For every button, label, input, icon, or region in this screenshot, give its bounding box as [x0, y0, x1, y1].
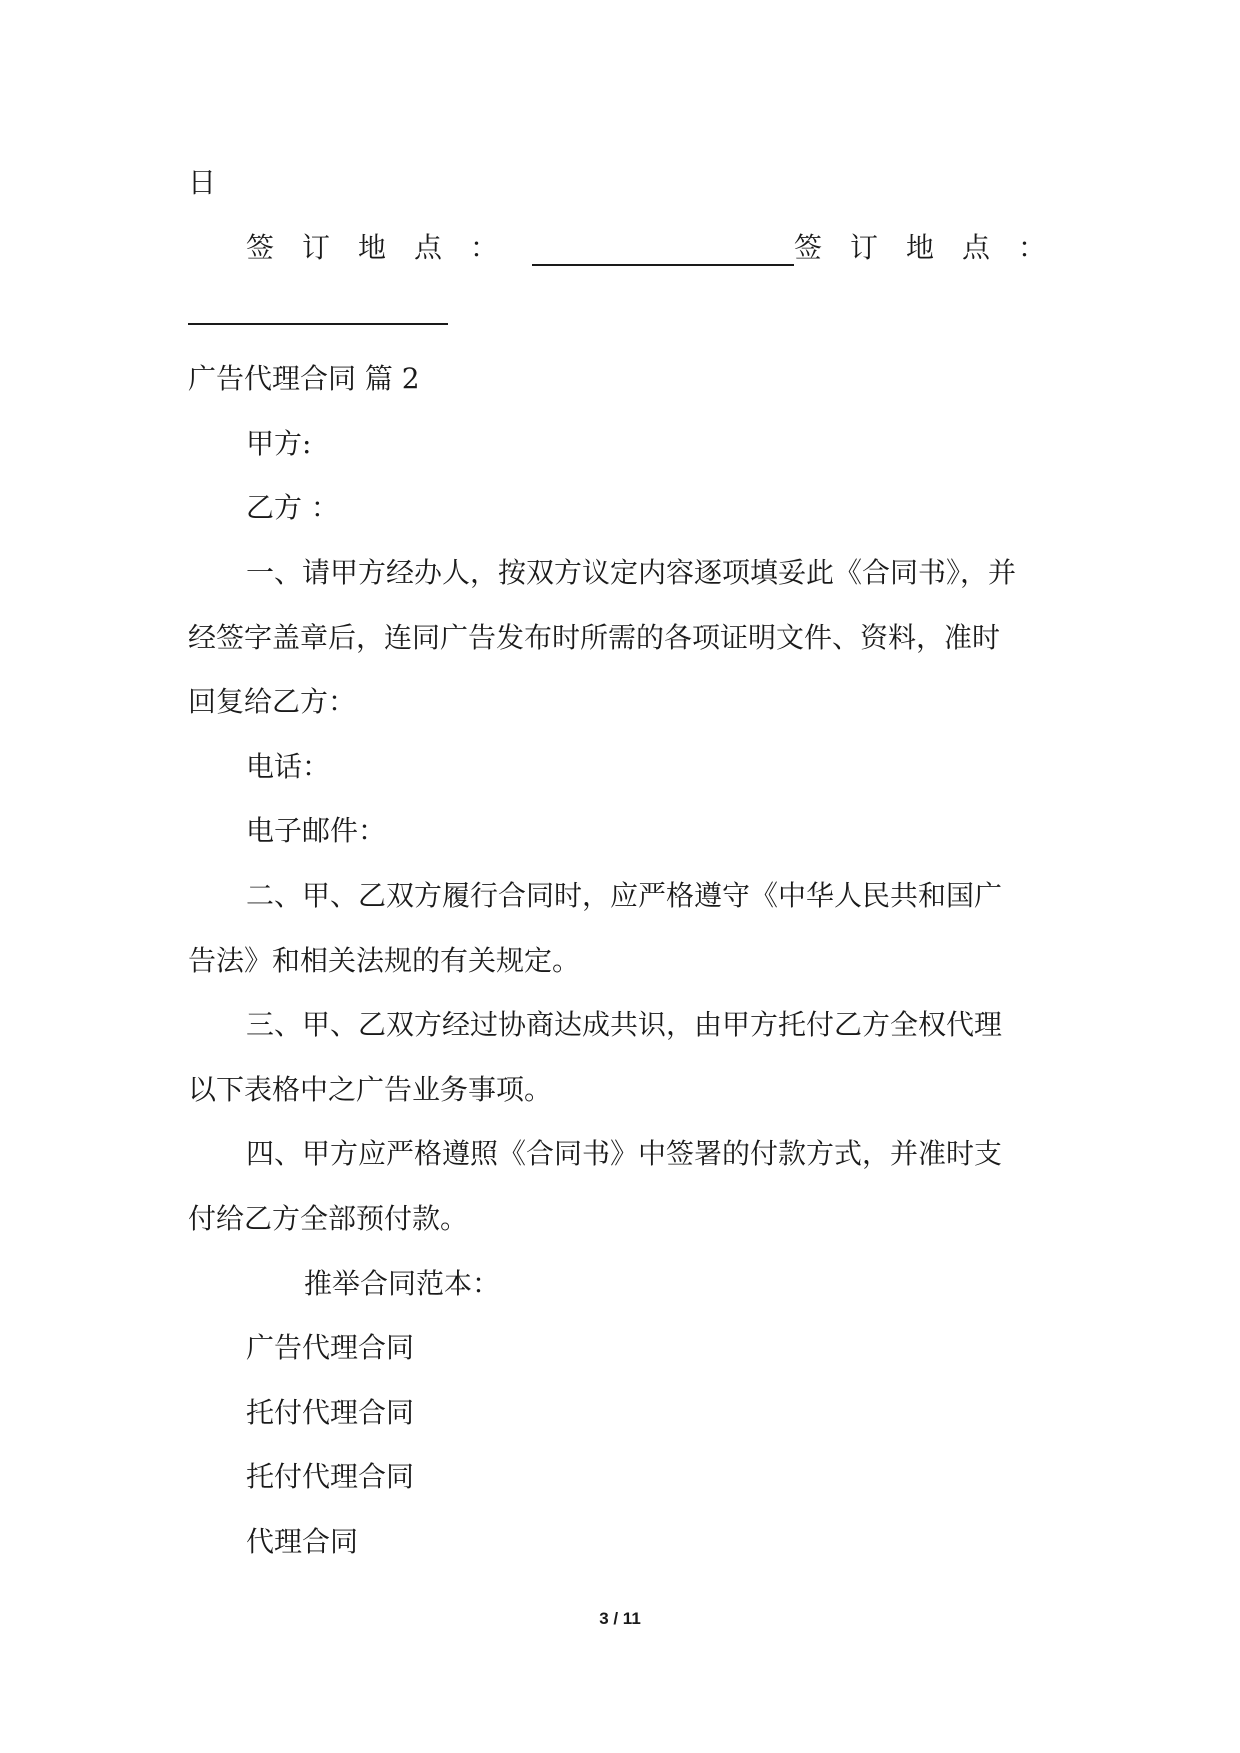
page-number: 3 / 11 — [599, 1609, 641, 1628]
signing-place-blank-left — [532, 264, 794, 266]
recommend-item[interactable]: 托付代理合同 — [246, 1396, 415, 1429]
clause-3-line-2: 以下表格中之广告业务事项。 — [188, 1073, 553, 1106]
recommend-item[interactable]: 托付代理合同 — [246, 1460, 415, 1493]
section-title: 广告代理合同 篇 2 — [188, 362, 420, 395]
party-b-label: 乙方 ： — [246, 491, 339, 524]
email-label: 电子邮件： — [246, 814, 387, 847]
recommend-heading: 推举合同范本： — [304, 1267, 501, 1300]
recommend-item[interactable]: 广告代理合同 — [246, 1331, 415, 1364]
clause-4-line-1: 四、甲方应严格遵照《合同书》中签署的付款方式，并准时支 — [246, 1137, 1003, 1170]
recommend-item[interactable]: 代理合同 — [246, 1525, 359, 1558]
signature-row — [246, 230, 1075, 270]
clause-3-line-1: 三、甲、乙双方经过协商达成共识，由甲方托付乙方全权代理 — [246, 1008, 1003, 1041]
party-a-label: 甲方: — [246, 427, 312, 460]
clause-2-line-1: 二、甲、乙双方履行合同时，应严格遵守《中华人民共和国广 — [246, 879, 1003, 912]
top-fragment: 日 — [188, 166, 217, 199]
signing-place-blank-right — [188, 323, 448, 325]
clause-1-line-2: 经签字盖章后，连同广告发布时所需的各项证明文件、资料，准时 — [188, 621, 1001, 654]
clause-2-line-2: 告法》和相关法规的有关规定。 — [188, 944, 581, 977]
clause-1-line-1: 一、请甲方经办人，按双方议定内容逐项填妥此《合同书》，并 — [246, 556, 1017, 589]
phone-label: 电话： — [246, 750, 331, 783]
signing-place-label-right: 签订地点： — [794, 231, 1075, 264]
clause-4-line-2: 付给乙方全部预付款。 — [188, 1202, 469, 1235]
clause-1-line-3: 回复给乙方： — [188, 685, 357, 718]
signing-place-label-left: 签订地点： — [246, 231, 527, 264]
